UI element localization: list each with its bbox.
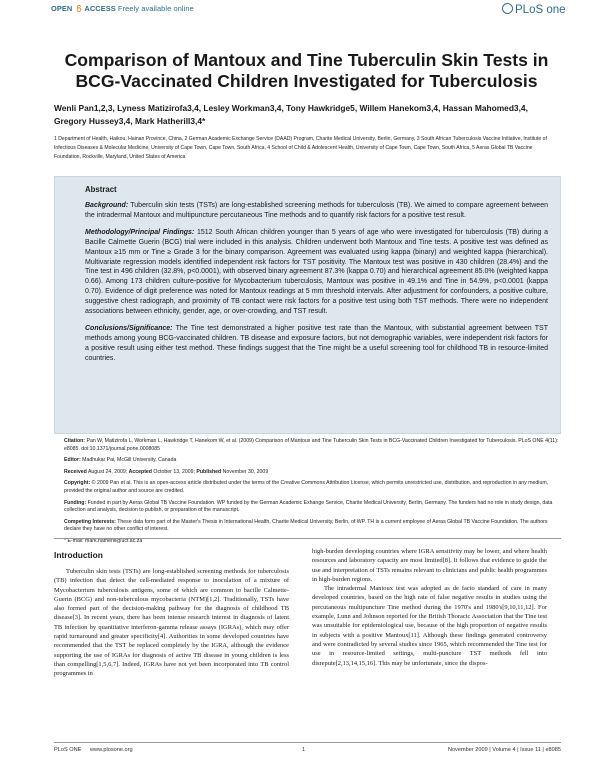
received-date: August 24, 2009; — [86, 468, 129, 475]
footer-journal: PLoS ONE — [54, 747, 82, 753]
citation — [64, 438, 561, 453]
footer-issue: November 2009 | Volume 4 | Issue 11 | e8085 — [447, 747, 561, 753]
open-label: OPEN — [51, 4, 73, 13]
conclusions-text: The Tine test demonstrated a higher positive test rate than the Mantoux, with substantial agreement between TST methods among young BCG-vaccinated children. TB disease and exposure factors, but not demographic variables, were independent risk factors for a positive result using either test method. These findings suggest that the Tine might be a useful screening tool for childhood TB in resource-limited countries. — [85, 324, 548, 362]
editor-text: Madhukar Pai, McGill University, Canada — [80, 457, 177, 464]
footer-url: www.plosone.org — [90, 747, 133, 753]
footer-rule — [54, 742, 561, 743]
intro-paragraph-2: high-burden developing countries where IGRA sensitivity may be lower, and where health resources and laboratory capacity are most limited[8]. It follows that evidence to guide the use and interpretation of TSTs remains relevant to clinicians and public health programmes in high-burden regions. — [312, 548, 547, 583]
abstract-conclusions — [85, 324, 548, 364]
journal-logo — [502, 3, 566, 16]
intro-paragraph-1: Tuberculin skin tests (TSTs) are long-established screening methods for tuberculosis (TB) infection that detect the cell-mediated response to inoculation of a mixture of Mycobacterium tuberculosis antigens, some of which are common to bacille Calmette-Guerin (BCG) and non-tuberculous mycobacteria (NTM)[1,2]. Traditionally, TSTs have also formed part of the decision-making pathway for the diagnosis of childhood TB disease[3]. In recent years, there has been intense research interest in diagnosis of latent TB infection by quantitative interferon-gamma release assays (IGRAs), which may offer rapid turnaround and greater specificity[4]. Authorities in some developed countries have recommended that the TST be replaced completely by the IGRA, although the evidence supporting the use of IGRAs for diagnosis of active TB disease in young children is less than compelling[1,5,6,7]. Indeed, IGRAs have not yet been incorporated into TB control programmes in — [54, 568, 289, 678]
article-metadata — [54, 438, 561, 550]
competing-text: These data form part of the Master's Thesis in International Health, Charite Medical University, Berlin, of WP. TH is a current employee of Aeras Global TB Vaccine Foundation. The authors declare they have no other conflict of interest. — [64, 518, 548, 533]
editor-label: Editor: — [64, 457, 81, 464]
citation-label: Citation: — [64, 438, 86, 444]
abstract-heading: Abstract — [85, 185, 117, 194]
copyright-label: Copyright: — [64, 480, 91, 487]
background-label: Background: — [85, 202, 129, 209]
journal-logo-text: PLoS one — [515, 4, 566, 16]
dates — [64, 469, 561, 477]
competing-interests — [64, 519, 561, 534]
section-divider — [54, 538, 561, 539]
intro-column-left — [54, 567, 289, 679]
intro-column-right — [312, 547, 547, 668]
received-label: Received — [64, 468, 87, 475]
methods-text: 1512 South African children younger than 5 years of age who were investigated for tuberculosis (TB) during a Bacille Calmette Guerin (BCG) trial were included in this analysis. Children underwent both Mantoux and Tine tests. A positive test was defined as Mantoux ≥15 mm or Tine ≥ Grade 3 for the binary comparison. Agreement was evaluated using kappa (binary) and weighted kappa (hierarchical). Multivariate regression models identified independent risk factors for TST positivity. The Mantoux test was positive in 430 children (28.4%) and the Tine test in 496 children (32.8%, p<0.0001), with observed binary agreement 87.3% (kappa 0.70) and hierarchical agreement 85.0% (weighted kappa 0.66). Among 173 children culture-positive for Mycobacterium tuberculosis, Mantoux was positive in 49.1% and Tine in 54.9%, p<0.0001 (kappa 0.70). Evidence of digit preference was noted for Mantoux readings at 5 mm threshold intervals. After adjustment for confounders, a positive culture, suggestive chest radiograph, and proximity of TB contact were risk factors for a positive test using both TST methods. There were no independent associations between ethnicity, gender, age, or over-crowding, and TST result. — [85, 228, 548, 316]
email: * E-mail: mark.hatherill@uct.ac.za — [64, 537, 143, 544]
funding-text: Funded in part by Aeras Global TB Vaccine Foundation. WP funded by the German Academic Exhange Service, Charite Medical University, Berlin, Germany. The funders had no role in study design, data collection and analysis, decision to publish, or preparation of the manuscript. — [64, 499, 553, 514]
copyright-text: © 2009 Pan et al. This is an open-access article distributed under the terms of the Creative Commons Attribution License, which permits unrestricted use, distribution, and reproduction in any medium, provided the original author and source are credited. — [64, 480, 549, 494]
abstract-methods — [85, 228, 548, 317]
copyright — [64, 480, 561, 495]
funding-label: Funding: — [64, 499, 87, 506]
editor — [64, 457, 561, 465]
conclusions-label: Conclusions/Significance: — [85, 324, 173, 332]
affiliations: 1 Department of Health, Haikou, Hainan Province, China, 2 German Academic Exchange Service (DAAD) Program, Charite Medical University, Berlin, Germany, 3 South African Tuberculosis Vaccine Initiative, Institute of Infectious Diseases & Molecular Medicine, University of Cape Town, Cape Town, South Africa, 4 School of Child & Adolescent Health, University of Cape Town, Cape Town, South Africa, 5 Aeras Global TB Vaccine Foundation, Rockville, Maryland, United States of America — [54, 136, 547, 160]
introduction-heading: Introduction — [54, 550, 103, 560]
open-access-lock-icon — [76, 5, 82, 12]
access-label: ACCESS — [84, 4, 116, 13]
published-label: Published — [196, 468, 222, 475]
intro-paragraph-3: The intradermal Mantoux test was adopted as de facto standard of care in many developed countries, based on the high rate of false negative results in studies using the percutaneous multipuncture Tine method during the 1970's and 1980's[9,10,11,12]. For example, Lunn and Johnson reported for the British Thoracic Association that the Tine test was unsuitable for epidemiological use, because of the high proportion of negative results in subjects with a positive Mantoux[11]. Although these findings generated controversy and were contradicted by several studies since 1965, which recommended the Tine test for use in resource-limited settings, multi-puncture TST methods fell into disrepute[2,13,14,15,16]. This may be unfortunate, since the dispos- — [312, 585, 547, 667]
methods-label: Methodology/Principal Findings: — [85, 228, 195, 236]
abstract-background — [85, 201, 548, 221]
funding — [64, 500, 561, 515]
accepted-date: October 13, 2009; — [151, 468, 197, 475]
page-number: 1 — [302, 747, 306, 753]
competing-label: Competing Interests: — [64, 518, 116, 525]
page-header — [0, 0, 600, 20]
author-list: Wenli Pan1,2,3, Lyness Matizirofa3,4, Lesley Workman3,4, Tony Hawkridge5, Willem Hanekom3,4, Hassan Mahomed3,4, Gregory Hussey3,4, Mark Hatherill3,4* — [54, 103, 528, 126]
accepted-label: Accepted — [128, 468, 152, 475]
citation-text: Pan W, Matizirofa L, Workman L, Hawkridge T, Hanekom W, et al. (2009) Comparison of Mantoux and Tine Tuberculin Skin Tests in BCG-Vaccinated Children Investigated for Tuberculosis. PLoS ONE 4(11): e8085. doi:10.1371/journal.pone.0008085 — [64, 438, 559, 452]
freely-available-label: Freely available online — [117, 4, 194, 13]
article-title: Comparison of Mantoux and Tine Tuberculin Skin Tests in BCG-Vaccinated Children Investigated for Tuberculosis — [64, 50, 549, 91]
open-access-banner — [51, 4, 194, 13]
abstract-box — [54, 176, 561, 434]
plos-circle-icon — [502, 3, 513, 14]
published-date: November 30, 2009 — [221, 468, 269, 475]
background-text: Tuberculin skin tests (TSTs) are long-established screening methods for tuberculosis (TB). We aimed to compare agreement between the intradermal Mantoux and multipuncture percutaneous Tine methods and to quantify risk factors for a positive test result. — [85, 202, 548, 219]
